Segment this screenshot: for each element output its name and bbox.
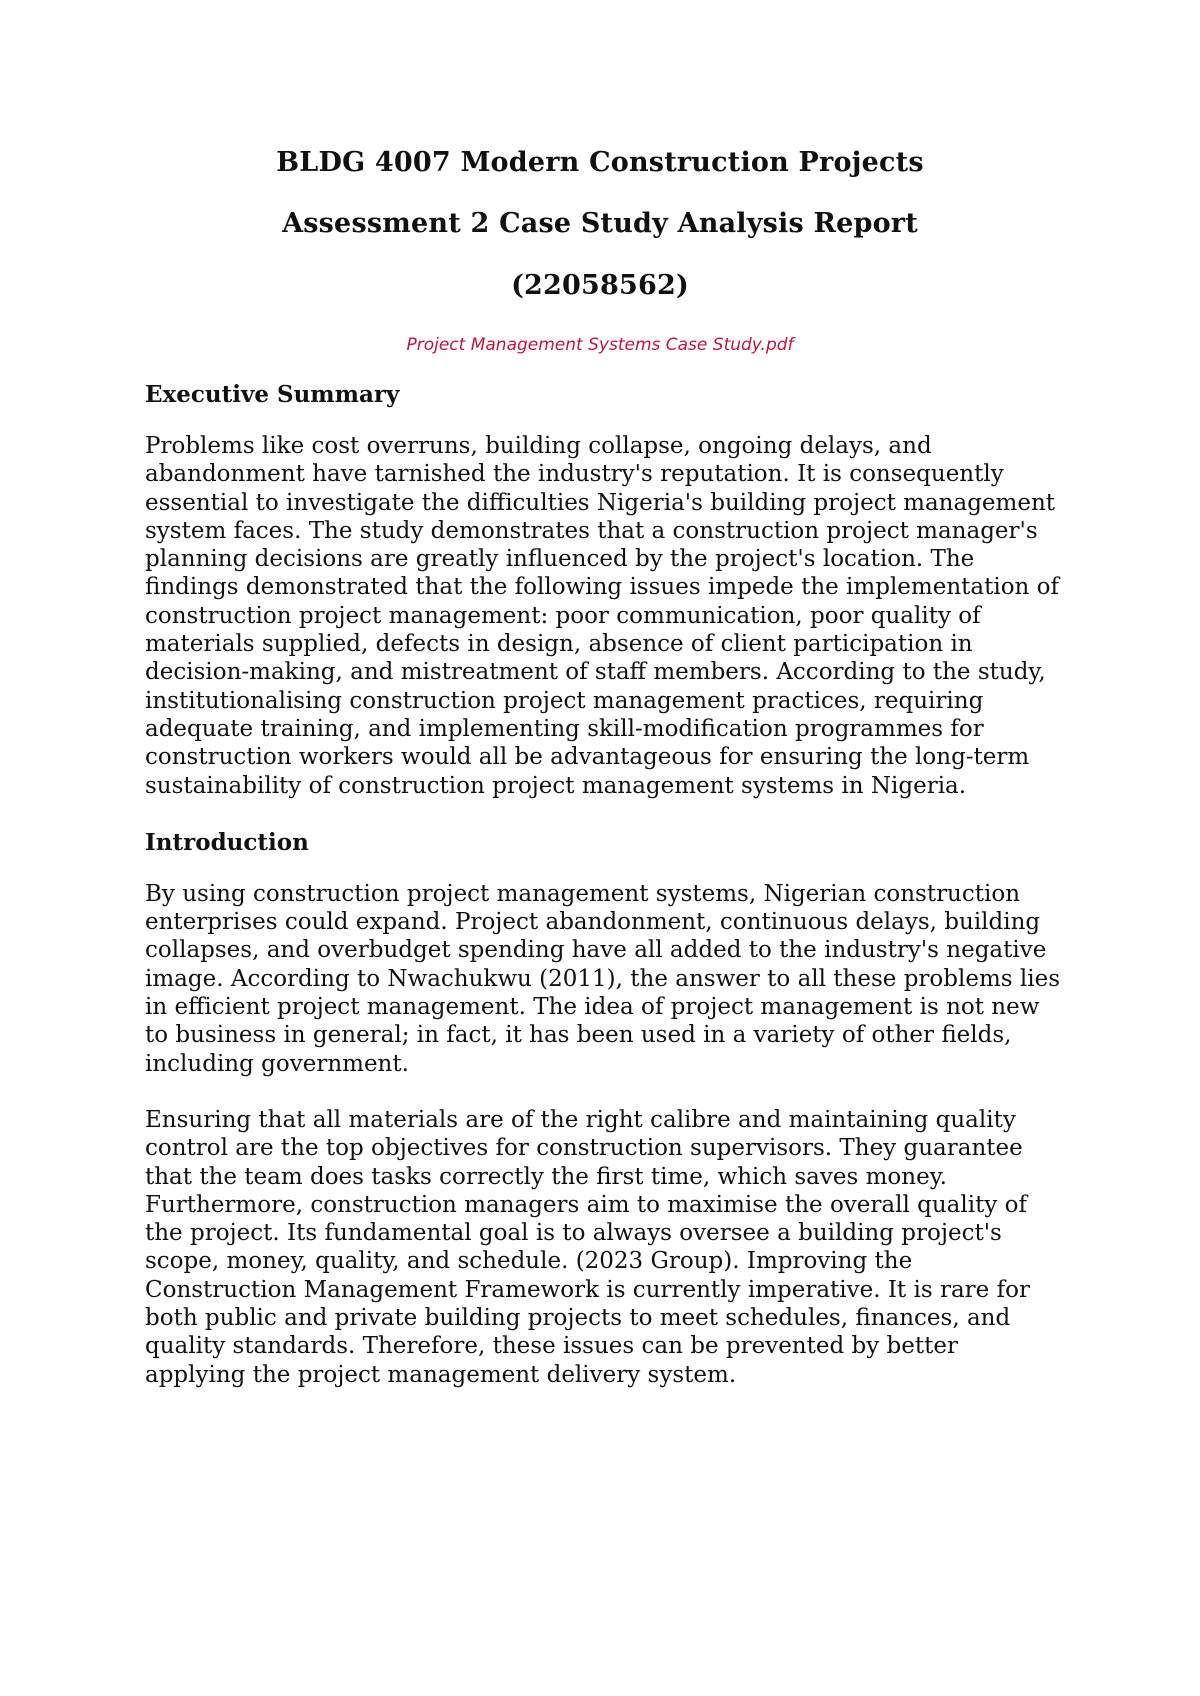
introduction-paragraph-1: By using construction project management systems, Nigerian construction enterprises could expand. Project abandonment, continuous delays, building collapses, and overbudget spending have all added to the industry's negative image. According to Nwachukwu (2011), the answer to all these problems lies in efficient project management. The idea of project management is not new to business in general; in fact, it has been used in a variety of other fields, including government. — [145, 880, 1061, 1077]
introduction-heading: Introduction — [145, 828, 309, 856]
executive-summary-heading: Executive Summary — [145, 381, 400, 408]
executive-summary-section — [145, 380, 1065, 800]
case-study-pdf-link[interactable]: Project Management Systems Case Study.pdf — [406, 335, 794, 355]
document-title-assessment: Assessment 2 Case Study Analysis Report — [282, 208, 918, 239]
document-title-course: BLDG 4007 Modern Construction Projects — [276, 147, 924, 178]
document-body — [145, 380, 1065, 1417]
document-student-id: (22058562) — [511, 270, 689, 301]
executive-summary-paragraph: Problems like cost overruns, building collapse, ongoing delays, and abandonment have tarnished the industry's reputation. It is consequently essential to investigate the difficulties Nigeria's building project management system faces. The study demonstrates that a construction project manager's planning decisions are greatly influenced by the project's location. The findings demonstrated that the following issues impede the implementation of construction project management: poor communication, poor quality of materials supplied, defects in design, absence of client participation in decision-making, and mistreatment of staff members. According to the study, institutionalising construction project management practices, requiring adequate training, and implementing skill-modification programmes for construction workers would all be advantageous for ensuring the long-term sustainability of construction project management systems in Nigeria. — [145, 433, 1060, 799]
introduction-section — [145, 828, 1065, 1389]
introduction-paragraph-2: Ensuring that all materials are of the right calibre and maintaining quality control are the top objectives for construction supervisors. They guarantee that the team does tasks correctly the first time, which saves money. Furthermore, construction managers aim to maximise the overall quality of the project. Its fundamental goal is to always oversee a building project's scope, money, quality, and schedule. (2023 Group). Improving the Construction Management Framework is currently imperative. It is rare for both public and private building projects to meet schedules, finances, and quality standards. Therefore, these issues can be prevented by better applying the project management delivery system. — [145, 1106, 1030, 1388]
